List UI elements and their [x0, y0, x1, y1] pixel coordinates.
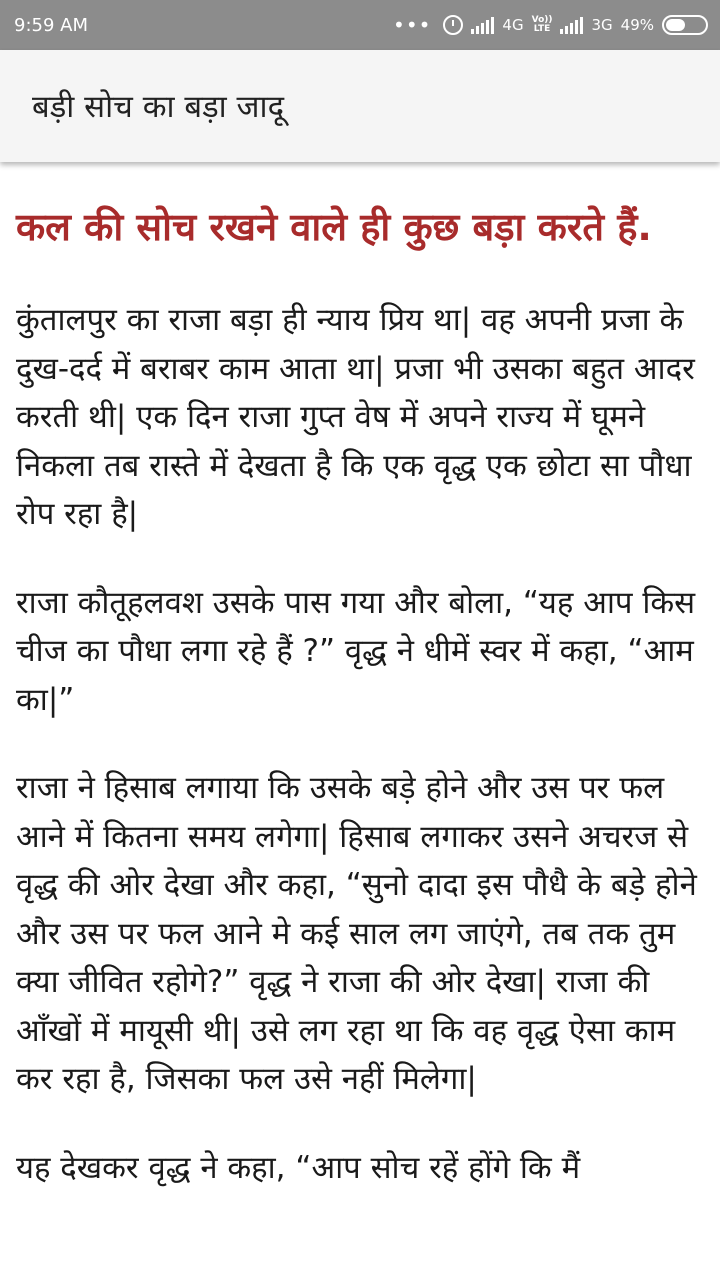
app-title: बड़ी सोच का बड़ा जादू [32, 89, 285, 125]
status-time: 9:59 AM [14, 14, 88, 36]
article-paragraph: कुंतालपुर का राजा बड़ा ही न्याय प्रिय था| वह अपनी प्रजा के दुख-दर्द में बराबर काम आता था| प्रजा भी उसका बहुत आदर करती थी| एक दिन राजा गुप्त वेष में अपने राज्य में घूमने निकला तब रास्ते में देखता है कि एक वृद्ध एक छोटा सा पौधा रोप रहा है| [16, 302, 695, 532]
signal-strength-icon [471, 16, 494, 34]
network-type-1: 4G [502, 16, 524, 34]
signal-strength-2-icon [560, 16, 583, 34]
network-type-2: 3G [591, 16, 613, 34]
battery-icon [662, 15, 708, 35]
app-bar [0, 50, 720, 162]
status-bar [0, 0, 720, 50]
article-paragraph: राजा कौतूहलवश उसके पास गया और बोला, “यह आप किस चीज का पौधा लगा रहे हैं ?” वृद्ध ने धीमें स्वर में कहा, “आम का|” [16, 584, 696, 718]
battery-fill [666, 19, 685, 31]
article-paragraph: राजा ने हिसाब लगाया कि उसके बड़े होने और उस पर फल आने में कितना समय लगेगा| हिसाब लगाकर उसने अचरज से वृद्ध की ओर देखा और कहा, “सुनो दादा इस पौधै के बड़े होने और उस पर फल आने मे कई साल लग जाएंगे, तब तक तुम क्या जीवित रहोगे?” वृद्ध ने राजा की ओर देखा| राजा की आँखों में मायूसी थी| उसे लग रहा था कि वह वृद्ध ऐसा काम कर रहा है, जिसका फल उसे नहीं मिलेगा| [16, 770, 697, 1097]
volte-line-1: Vo)) [531, 15, 553, 25]
more-dots-icon: ••• [393, 13, 432, 37]
article-heading: कल की सोच रखने वाले ही कुछ बड़ा करते हैं. [16, 205, 652, 249]
alarm-icon [443, 15, 463, 35]
battery-percent: 49% [620, 16, 654, 34]
article-content[interactable] [0, 162, 720, 1280]
status-right [393, 13, 708, 37]
volte-line-2: LTE [533, 24, 551, 34]
status-left [14, 15, 88, 36]
volte-icon [532, 16, 553, 34]
article-paragraph: यह देखकर वृद्ध ने कहा, “आप सोच रहें होंगे कि मैं [16, 1149, 581, 1186]
